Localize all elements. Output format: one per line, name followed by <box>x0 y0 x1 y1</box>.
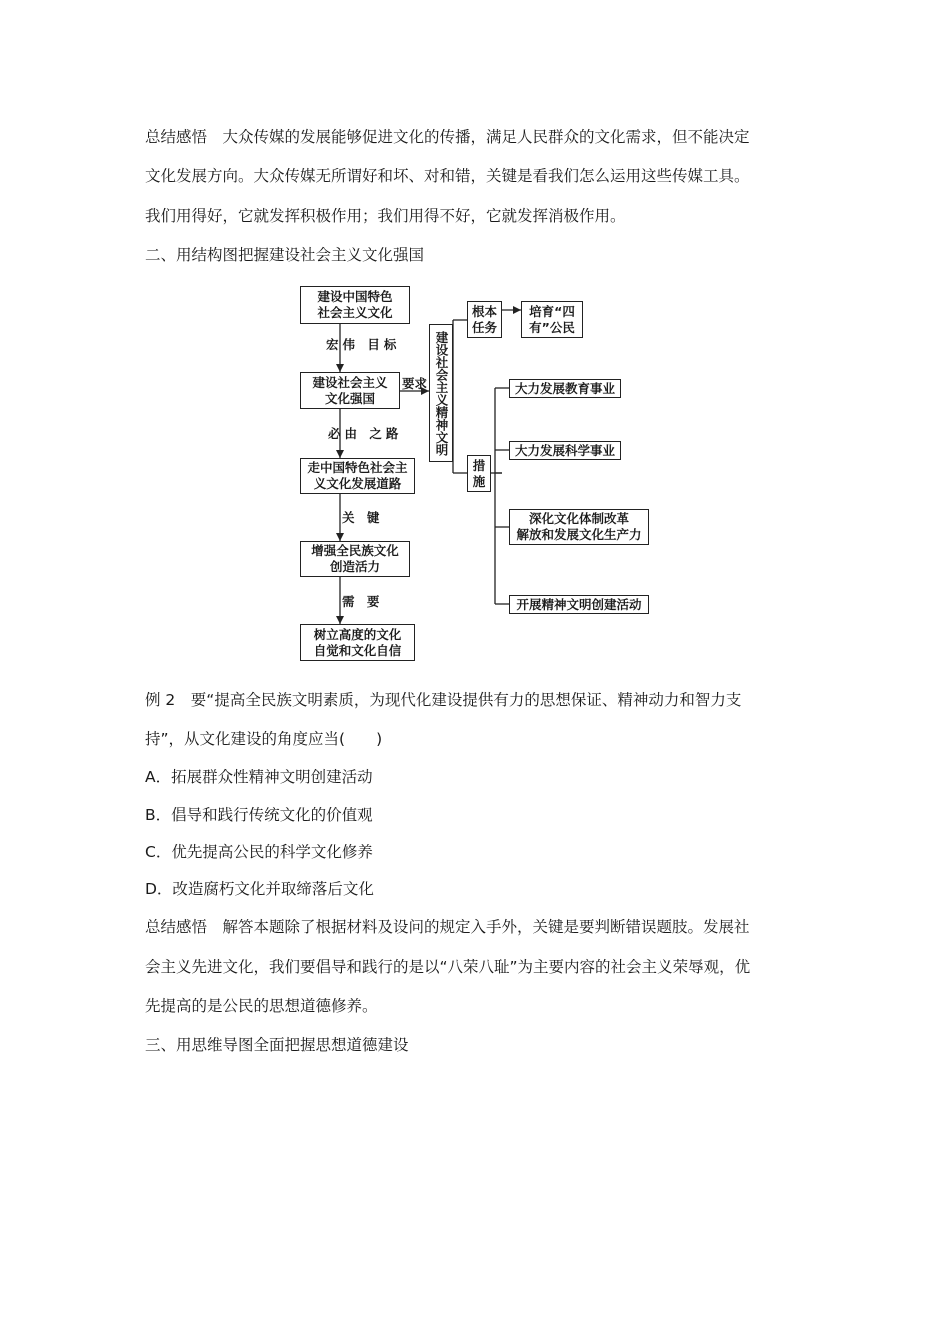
summary1-line2: 文化发展方向。大众传媒无所谓好和坏、对和错，关键是看我们怎么运用这些传媒工具。 <box>145 167 750 185</box>
box-cultural-confidence: 树立高度的文化 自觉和文化自信 <box>300 624 415 661</box>
option-c[interactable]: C．优先提高公民的科学文化修养 <box>145 843 373 861</box>
structure-diagram <box>290 278 670 673</box>
label-necessary-path: 必由 之路 <box>328 426 403 441</box>
box-creativity: 增强全民族文化 创造活力 <box>300 541 410 577</box>
example2-line2: 持”，从文化建设的角度应当( ) <box>145 730 383 748</box>
example2-line1: 例 2 要“提高全民族文明素质，为现代化建设提供有力的思想保证、精神动力和智力支 <box>145 691 742 709</box>
box-root-task: 根本 任务 <box>467 301 502 338</box>
label-need: 需 要 <box>342 594 384 609</box>
option-d[interactable]: D．改造腐朽文化并取缔落后文化 <box>145 880 374 898</box>
summary2-line2: 会主义先进文化，我们要倡导和践行的是以“八荣八耻”为主要内容的社会主义荣辱观，优 <box>145 958 751 976</box>
section2-heading: 二、用结构图把握建设社会主义文化强国 <box>145 246 425 264</box>
measure-reform: 深化文化体制改革 解放和发展文化生产力 <box>509 509 649 545</box>
box-socialist-culture: 建设中国特色 社会主义文化 <box>300 286 410 324</box>
box-development-path: 走中国特色社会主 义文化发展道路 <box>300 458 415 494</box>
summary1-line3: 我们用得好，它就发挥积极作用；我们用得不好，它就发挥消极作用。 <box>145 207 626 225</box>
option-a[interactable]: A．拓展群众性精神文明创建活动 <box>145 768 373 786</box>
box-spiritual-civilization: 建设社会主义精神文明 <box>429 324 453 462</box>
section3-heading: 三、用思维导图全面把握思想道德建设 <box>145 1036 409 1054</box>
label-key: 关 键 <box>342 510 384 525</box>
box-four-haves-citizens: 培育“四 有”公民 <box>521 301 583 338</box>
box-culture-power: 建设社会主义 文化强国 <box>300 372 400 409</box>
option-b[interactable]: B．倡导和践行传统文化的价值观 <box>145 806 373 824</box>
summary1-line1: 总结感悟 大众传媒的发展能够促进文化的传播，满足人民群众的文化需求，但不能决定 <box>145 128 750 146</box>
measure-science: 大力发展科学事业 <box>509 441 621 460</box>
summary2-line1: 总结感悟 解答本题除了根据材料及设问的规定入手外，关键是要判断错误题肢。发展社 <box>145 918 750 936</box>
measure-education: 大力发展教育事业 <box>509 379 621 398</box>
box-measures: 措 施 <box>467 455 491 492</box>
measure-civilization-activities: 开展精神文明创建活动 <box>509 595 649 614</box>
label-requirement: 要求 <box>402 376 428 391</box>
summary2-line3: 先提高的是公民的思想道德修养。 <box>145 997 378 1015</box>
label-grand-goal: 宏伟 目标 <box>326 337 401 352</box>
